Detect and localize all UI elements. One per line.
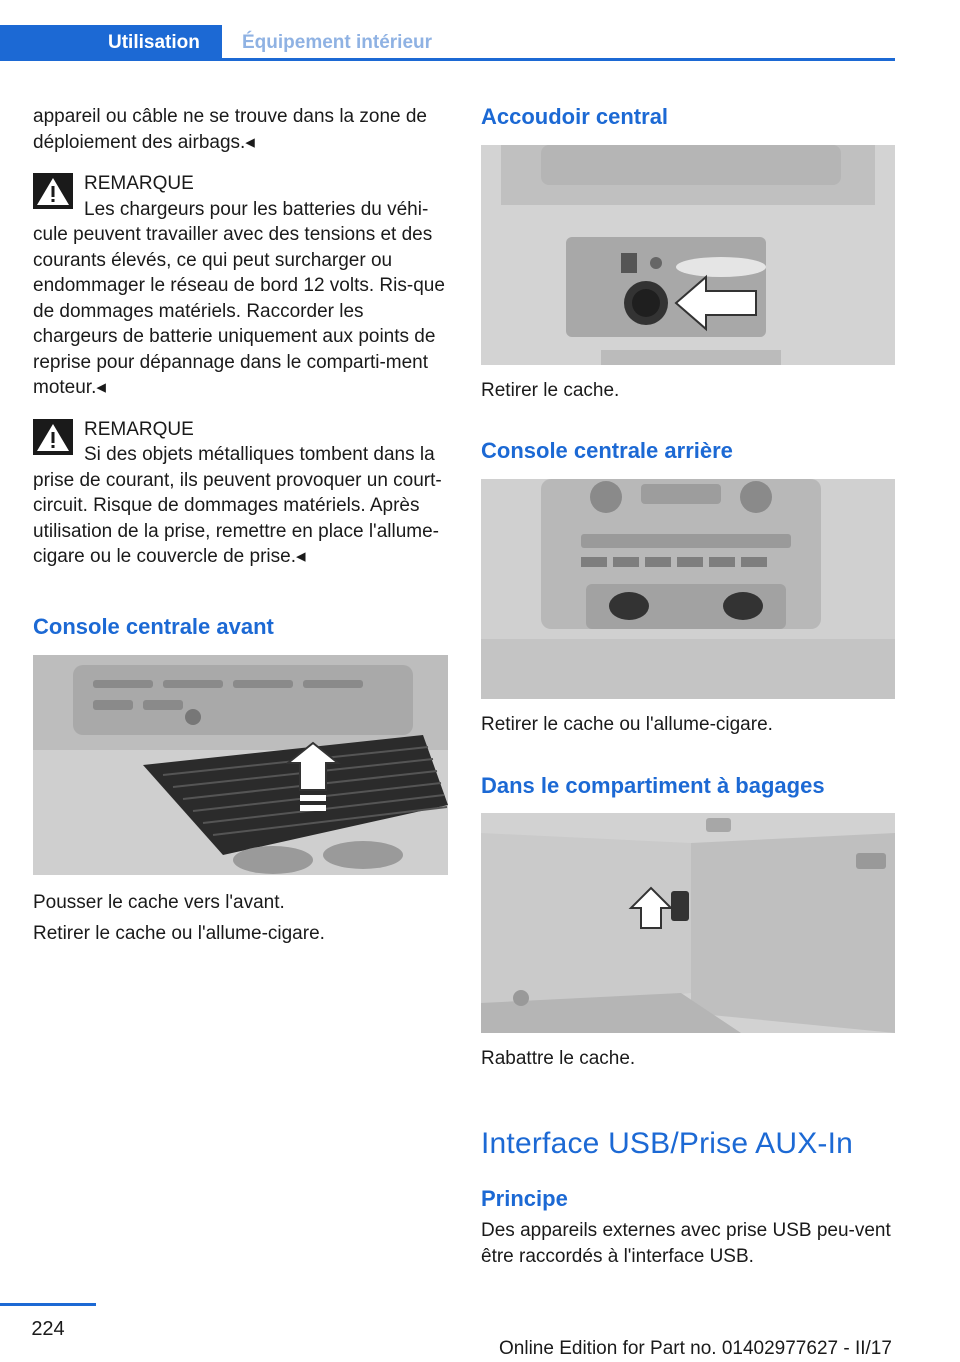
caption-avant-2: Retirer le cache ou l'allume-cigare. xyxy=(33,923,325,944)
heading-interface-usb: Interface USB/Prise AUX-In xyxy=(481,1127,854,1160)
accoudoir-illustration xyxy=(481,145,895,365)
heading-compartiment-bagages: Dans le compartiment à bagages xyxy=(481,773,825,798)
warning-block-2 xyxy=(33,417,449,570)
edition-line: Online Edition for Part no. 01402977627 - II/17 xyxy=(499,1338,892,1359)
left-column xyxy=(33,104,449,570)
page-number: 224 xyxy=(31,1318,65,1340)
console-avant-illustration xyxy=(33,655,448,875)
caption-bagages: Rabattre le cache. xyxy=(481,1048,636,1069)
figure-console-avant xyxy=(33,655,448,875)
warning-1-body: Les chargeurs pour les batteries du véhi‐cule peuvent travailler avec des tensions et des courants élevés, ce qui peut surcharger ou endommager le réseau de bord 12 volts. Ris‐que de dommages matériels. Raccorder les chargeurs de batterie uniquement aux points de reprise pour dépannage dans le comparti‐ment moteur.◂ xyxy=(33,198,445,398)
warning-2-title: REMARQUE xyxy=(84,418,194,440)
caption-accoudoir: Retirer le cache. xyxy=(481,380,620,401)
heading-accoudoir-central: Accoudoir central xyxy=(481,104,669,129)
figure-console-arriere xyxy=(481,479,895,699)
intro-paragraph: appareil ou câble ne se trouve dans la zone de déploiement des airbags.◂ xyxy=(33,106,427,153)
warning-1-title: REMARQUE xyxy=(84,173,194,194)
principe-paragraph: Des appareils externes avec prise USB peu‐vent être raccordés à l'interface USB. xyxy=(481,1220,891,1267)
heading-principe: Principe xyxy=(481,1186,568,1211)
page-header xyxy=(0,0,960,62)
caption-avant-1: Pousser le cache vers l'avant. xyxy=(33,892,285,913)
tab-utilisation[interactable]: Utilisation xyxy=(0,25,222,61)
warning-2-body: Si des objets métalliques tombent dans la prise de courant, ils peuvent provoquer un court-circuit. Risque de dommages matériels. Après utilisation de la prise, remettre en place l'allume-cigare ou le couvercle de prise.◂ xyxy=(33,444,442,567)
heading-console-centrale-arriere: Console centrale arrière xyxy=(481,438,733,463)
console-arriere-illustration xyxy=(481,479,895,699)
tab-equipement-interieur[interactable]: Équipement intérieur xyxy=(242,32,433,53)
footer-rule xyxy=(0,1303,96,1306)
caption-arriere: Retirer le cache ou l'allume-cigare. xyxy=(481,714,773,735)
warning-block-1 xyxy=(33,171,449,401)
figure-compartiment-bagages xyxy=(481,813,895,1033)
heading-console-centrale-avant: Console centrale avant xyxy=(33,614,274,639)
figure-accoudoir xyxy=(481,145,895,365)
bagages-illustration xyxy=(481,813,895,1033)
header-rule xyxy=(0,58,895,61)
